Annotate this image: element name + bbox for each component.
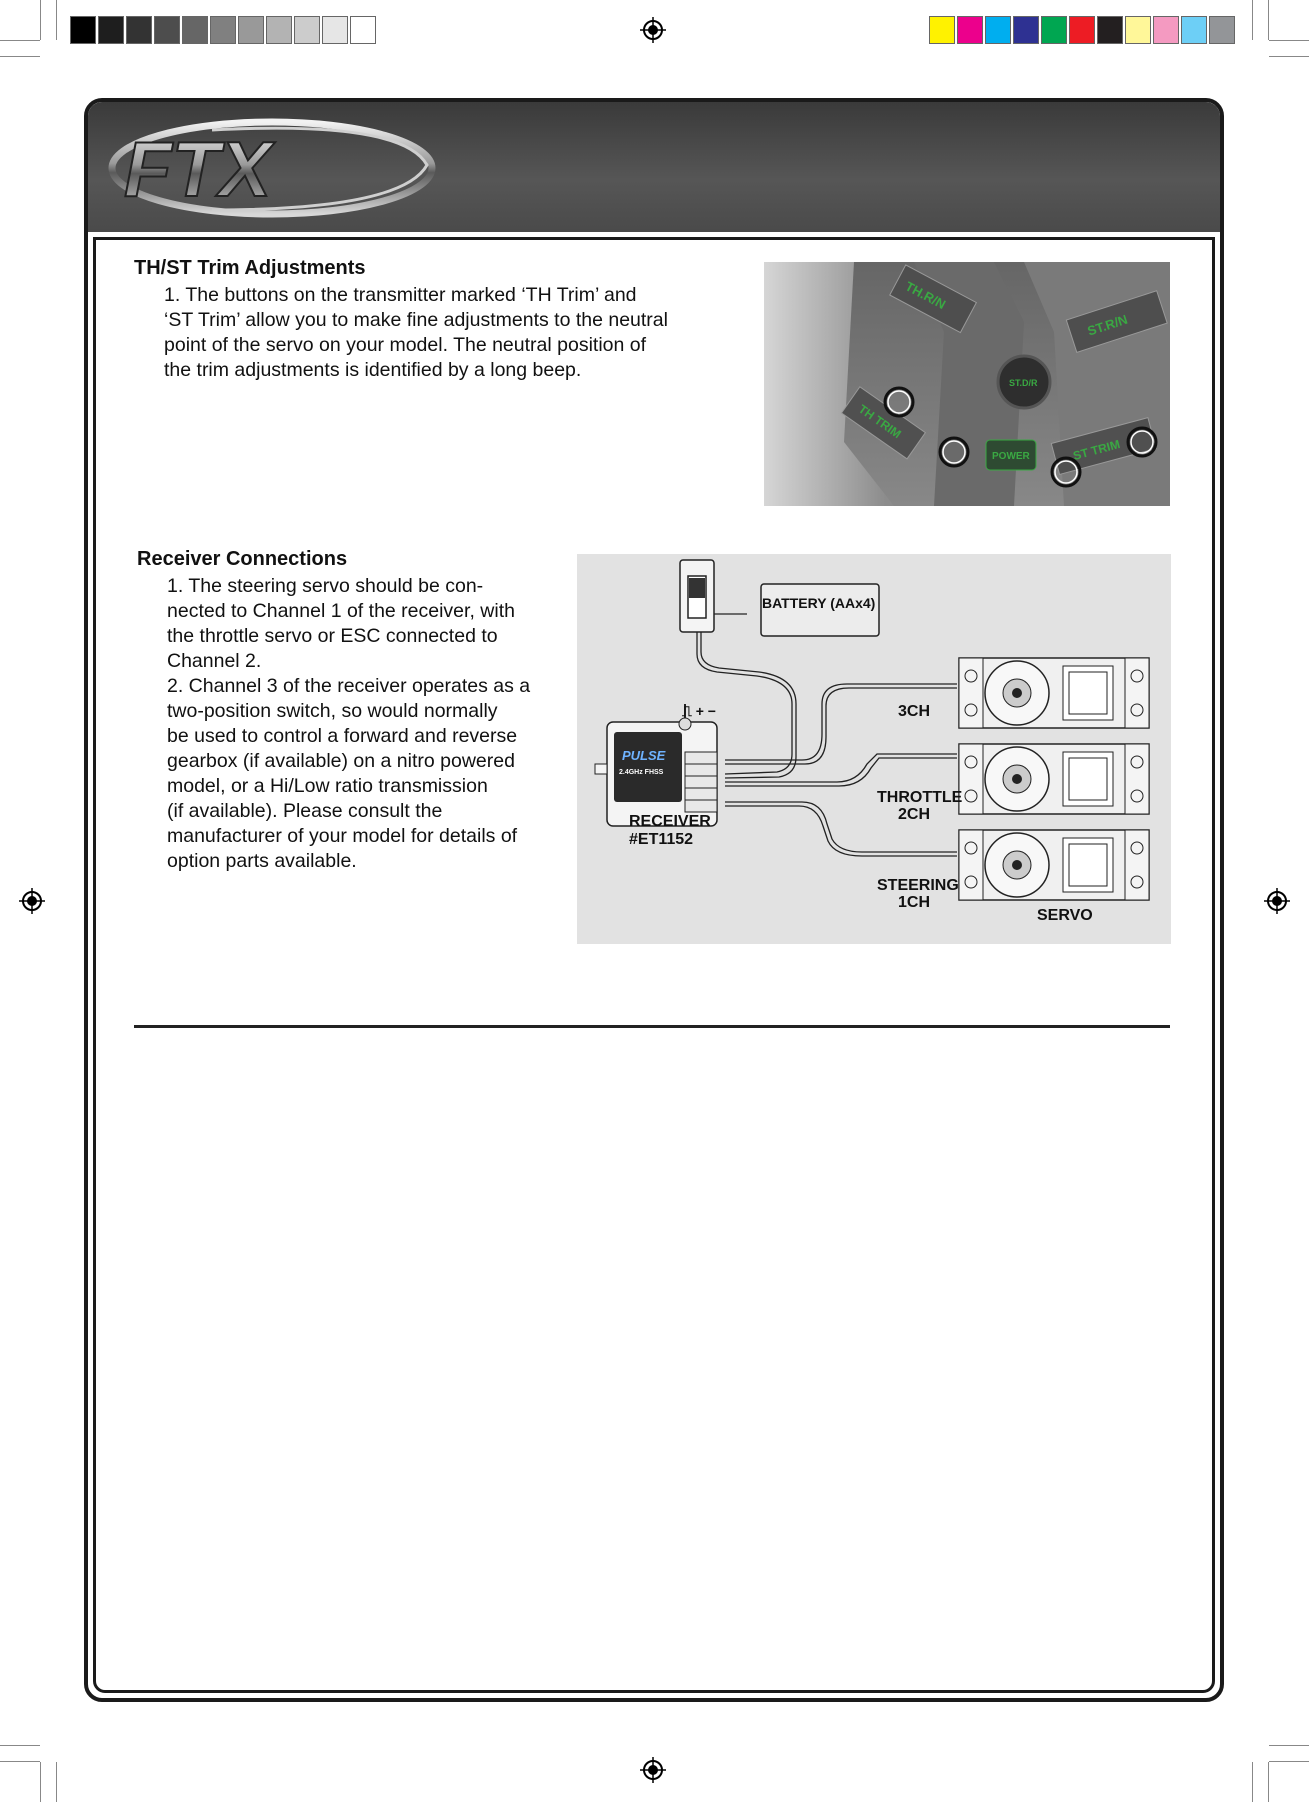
registration-mark-top (640, 17, 666, 43)
color-swatch (1209, 16, 1235, 44)
trim-section-text: 1. The buttons on the transmitter marked ‘TH Trim’ and ‘ST Trim’ allow you to make fine adjustments to the neutral point of the servo on your model. The neutral position of the trim adjustments is identified by a long beep. (164, 284, 668, 381)
color-swatch (1097, 16, 1123, 44)
servo-label: SERVO (1037, 907, 1093, 924)
header-banner (88, 102, 1220, 232)
battery-label: BATTERY (AAx4) (762, 595, 876, 611)
svg-text:ST.D/R: ST.D/R (1009, 378, 1038, 388)
receiver-section-title: Receiver Connections (137, 548, 348, 570)
polarity-symbols: ⎍ + − (682, 703, 716, 719)
receiver-section-text: 1. The steering servo should be con- nected to Channel 1 of the receiver, with the throttle servo or ESC connected to Channel 2. 2. Channel 3 of the receiver operates as a two-position switch, so would normally be used to control a forward and reverse gearbox (if available) on a nitro powered model, or a Hi/Low ratio transmission (if available). Please consult the manufacturer of your model for details of option parts available. (167, 575, 531, 872)
battery-pack (761, 584, 879, 636)
gray-swatch (266, 16, 292, 44)
color-swatch (1153, 16, 1179, 44)
servo (959, 744, 1149, 814)
receiver-brand: PULSE (622, 748, 666, 763)
channel-3-label: 3CH (898, 703, 931, 720)
svg-text:TH TRIM: TH TRIM (855, 401, 904, 442)
svg-text:POWER: POWER (992, 451, 1030, 462)
registration-mark-bottom (640, 1757, 666, 1783)
gray-swatch (210, 16, 236, 44)
color-swatch (985, 16, 1011, 44)
gray-swatch (182, 16, 208, 44)
servo (959, 658, 1149, 728)
gray-swatch (322, 16, 348, 44)
ftx-logo (102, 110, 442, 225)
receiver-wiring-diagram (577, 554, 1171, 944)
color-swatch (957, 16, 983, 44)
receiver-label: RECEIVER (629, 813, 711, 830)
section-divider (134, 1025, 1170, 1028)
color-swatch (1041, 16, 1067, 44)
throttle-label: THROTTLE (877, 789, 963, 806)
svg-text:FTX: FTX (124, 125, 272, 213)
receiver-frequency: 2.4GHz FHSS (619, 769, 664, 776)
svg-text:ST.R/N: ST.R/N (1085, 311, 1130, 339)
gray-swatch (238, 16, 264, 44)
steering-label: STEERING (877, 877, 959, 894)
svg-text:ST TRIM: ST TRIM (1071, 437, 1122, 464)
color-swatch (1181, 16, 1207, 44)
color-swatch (1013, 16, 1039, 44)
registration-mark-left (19, 888, 45, 914)
gray-swatch (70, 16, 96, 44)
svg-text:TH.R/N: TH.R/N (902, 278, 949, 313)
power-switch (680, 560, 714, 632)
gray-swatch (294, 16, 320, 44)
channel-1-label: 1CH (898, 894, 931, 911)
registration-mark-right (1264, 888, 1290, 914)
receiver-part-number: #ET1152 (629, 831, 694, 848)
gray-swatch (154, 16, 180, 44)
transmitter-trim-photo (764, 262, 1170, 506)
color-swatch (1125, 16, 1151, 44)
receiver-unit (595, 704, 717, 826)
trim-section-title: TH/ST Trim Adjustments (134, 257, 366, 279)
gray-swatch (350, 16, 376, 44)
servo-group (959, 658, 1149, 900)
gray-swatch (126, 16, 152, 44)
channel-2-label: 2CH (898, 806, 931, 823)
color-swatch (929, 16, 955, 44)
color-swatch (1069, 16, 1095, 44)
gray-swatch (98, 16, 124, 44)
servo (959, 830, 1149, 900)
